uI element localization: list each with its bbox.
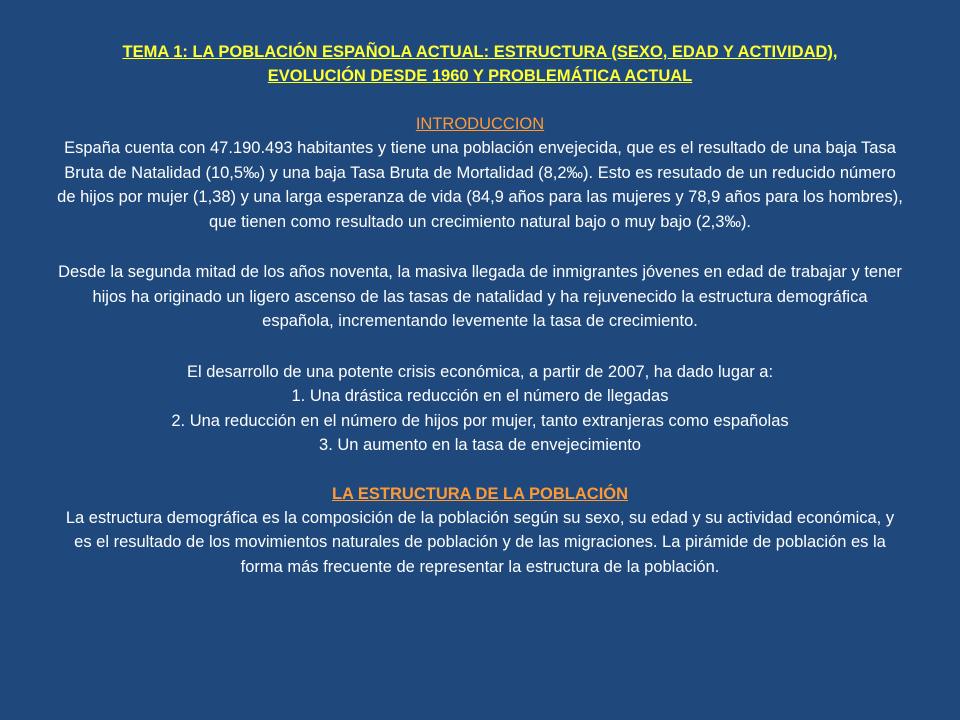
spacer [56,234,904,260]
structure-paragraph: La estructura demográfica es la composición de la población según su sexo, su edad y su actividad económica, y es el resultado de los movimientos naturales de población y de las migraciones. La pirámide de población es la forma más frecuente de representar la estructura de la población. [65,508,895,576]
list-item: 1. Una drástica reducción en el número de llegadas [291,387,669,405]
list-item: 2. Una reducción en el número de hijos por mujer, tanto extranjeras como españolas [171,411,789,430]
intro-paragraph-3: El desarrollo de una potente crisis económica, a partir de 2007, ha dado lugar a: [186,362,774,381]
spacer [56,88,904,112]
intro-paragraph-1: España cuenta con 47.190.493 habitantes y tiene una población envejecida, que es el resultado de una baja Tasa Bruta de Natalidad (10,5‰) y una baja Tasa Bruta de Mortalidad (8,2‰). Esto es resutado de un reducido número de hijos por mujer (1,38) y una larga esperanza de vida (84,9 años para las mujeres y 78,9 años para los hombres), que tienen como resultado un crecimiento natural bajo o muy bajo (2,3‰). [57,139,903,231]
structure-heading: LA ESTRUCTURA DE LA POBLACIÓN [331,484,629,503]
slide-title-line-2: EVOLUCIÓN DESDE 1960 Y PROBLEMÁTICA ACTUAL [267,67,693,85]
list-item: 3. Un aumento en la tasa de envejecimiento [319,436,641,454]
spacer [56,334,904,360]
spacer [56,458,904,482]
slide-title-line-1: TEMA 1: LA POBLACIÓN ESPAÑOLA ACTUAL: ESTRUCTURA (SEXO, EDAD Y ACTIVIDAD), [122,43,838,61]
intro-paragraph-2: Desde la segunda mitad de los años noventa, la masiva llegada de inmigrantes jóvenes en edad de trabajar y tener hijos ha originado un ligero ascenso de las tasas de natalidad y ha rejuvenecido la estructura demográfica española, incrementando levemente la tasa de crecimiento. [58,263,902,330]
intro-heading: INTRODUCCION [415,115,545,133]
